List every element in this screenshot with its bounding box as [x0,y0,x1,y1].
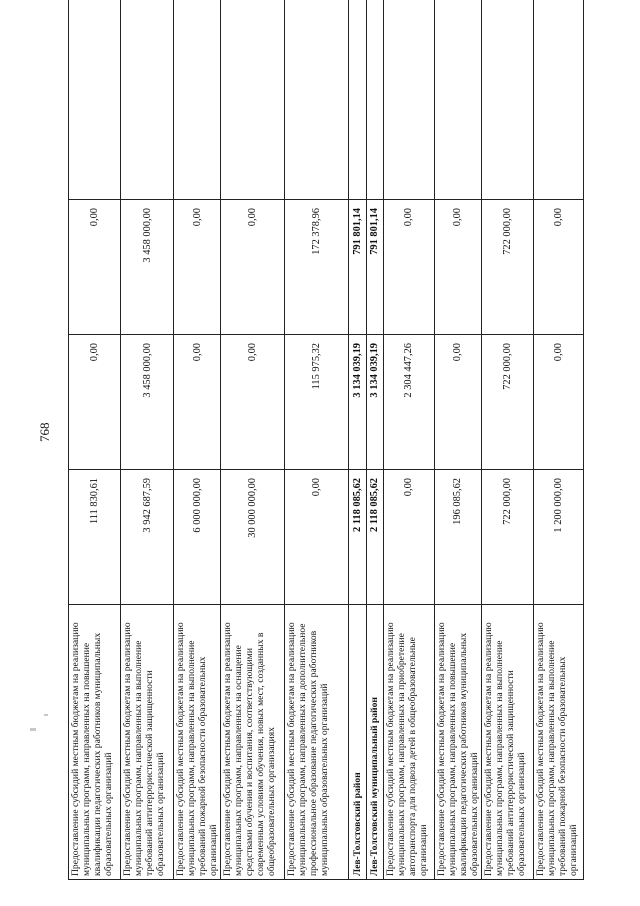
row-name-cell: Предоставление субсидий местным бюджетам на реализацию муниципальных программ, направленных на оснащение средствами обучения и воспитания, соответствующими современным условиям обучения, новых мест, созданных в общеобразовательных организациях [221,605,285,880]
total-row [366,0,383,880]
row-name-cell: Лев-Толстовский муниципальный район [366,605,383,880]
value-cell-1: 0,00 [383,470,434,605]
empty-cell [481,0,533,200]
table-row [174,0,221,880]
table-row [285,0,349,880]
row-name-cell: Предоставление субсидий местным бюджетам на реализацию муниципальных программ, направленных на приобретение автотранспорта для подвоза детей в общеобразовательные организации [383,605,434,880]
value-cell-3: 3 458 000,00 [121,200,174,335]
value-cell-1: 2 118 085,62 [349,470,366,605]
value-cell-3: 791 801,14 [366,200,383,335]
table-row [434,0,481,880]
value-cell-2: 115 975,32 [285,335,349,470]
value-cell-2: 0,00 [69,335,121,470]
row-name-cell: Предоставление субсидий местным бюджетам на реализацию муниципальных программ, направленных на выполнение требований антитеррористической защищенности образовательных организаций [121,605,174,880]
table-row [69,0,121,880]
row-name-cell: Предоставление субсидий местным бюджетам на реализацию муниципальных программ, направленных на выполнение требований пожарной безопасности образовательных организаций [533,605,583,880]
value-cell-2: 0,00 [434,335,481,470]
value-cell-1: 2 118 085,62 [366,470,383,605]
empty-cell [434,0,481,200]
table-row [383,0,434,880]
value-cell-3: 0,00 [533,200,583,335]
budget-table [68,0,584,880]
value-cell-1: 1 200 000,00 [533,470,583,605]
value-cell-2: 0,00 [533,335,583,470]
empty-cell [349,0,366,200]
value-cell-3: 0,00 [69,200,121,335]
table-row [481,0,533,880]
page-number: 768 [37,422,52,442]
empty-cell [121,0,174,200]
value-cell-3: 0,00 [221,200,285,335]
value-cell-1: 3 942 687,59 [121,470,174,605]
row-name-cell: Предоставление субсидий местным бюджетам на реализацию муниципальных программ, направленных на повышение квалификации педагогических работников муниципальных образовательных организаций [434,605,481,880]
value-cell-2: 0,00 [221,335,285,470]
value-cell-2: 2 304 447,26 [383,335,434,470]
table-row [121,0,174,880]
empty-cell [221,0,285,200]
empty-cell [285,0,349,200]
value-cell-1: 30 000 000,00 [221,470,285,605]
empty-cell [366,0,383,200]
value-cell-2: 3 134 039,19 [349,335,366,470]
empty-cell [383,0,434,200]
value-cell-3: 722 000,00 [481,200,533,335]
row-name-cell: Предоставление субсидий местным бюджетам на реализацию муниципальных программ, направленных на выполнение требований пожарной безопасности образовательных организаций [174,605,221,880]
value-cell-2: 0,00 [174,335,221,470]
value-cell-3: 0,00 [383,200,434,335]
value-cell-1: 722 000,00 [481,470,533,605]
value-cell-1: 6 000 000,00 [174,470,221,605]
value-cell-1: 196 085,62 [434,470,481,605]
table-row [221,0,285,880]
value-cell-1: 111 830,61 [69,470,121,605]
scan-speck [44,714,48,716]
row-name-cell: Лев-Толстовский район [349,605,366,880]
empty-cell [69,0,121,200]
value-cell-3: 0,00 [174,200,221,335]
value-cell-3: 791 801,14 [349,200,366,335]
value-cell-2: 3 134 039,19 [366,335,383,470]
value-cell-3: 172 378,96 [285,200,349,335]
rotated-table-container [68,40,584,880]
value-cell-2: 722 000,00 [481,335,533,470]
row-name-cell: Предоставление субсидий местным бюджетам на реализацию муниципальных программ, направленных на дополнительное профессиональное образование педагогических работников муниципальных образовательных организаций [285,605,349,880]
row-name-cell: Предоставление субсидий местным бюджетам на реализацию муниципальных программ, направленных на выполнение требований антитеррористической защищенности образовательных организаций [481,605,533,880]
row-name-cell: Предоставление субсидий местным бюджетам на реализацию муниципальных программ, направленных на повышение квалификации педагогических работников муниципальных образовательных организаций [69,605,121,880]
scan-speck [30,728,36,731]
total-row [349,0,366,880]
table-row [533,0,583,880]
value-cell-2: 3 458 000,00 [121,335,174,470]
empty-cell [174,0,221,200]
empty-cell [533,0,583,200]
value-cell-3: 0,00 [434,200,481,335]
value-cell-1: 0,00 [285,470,349,605]
